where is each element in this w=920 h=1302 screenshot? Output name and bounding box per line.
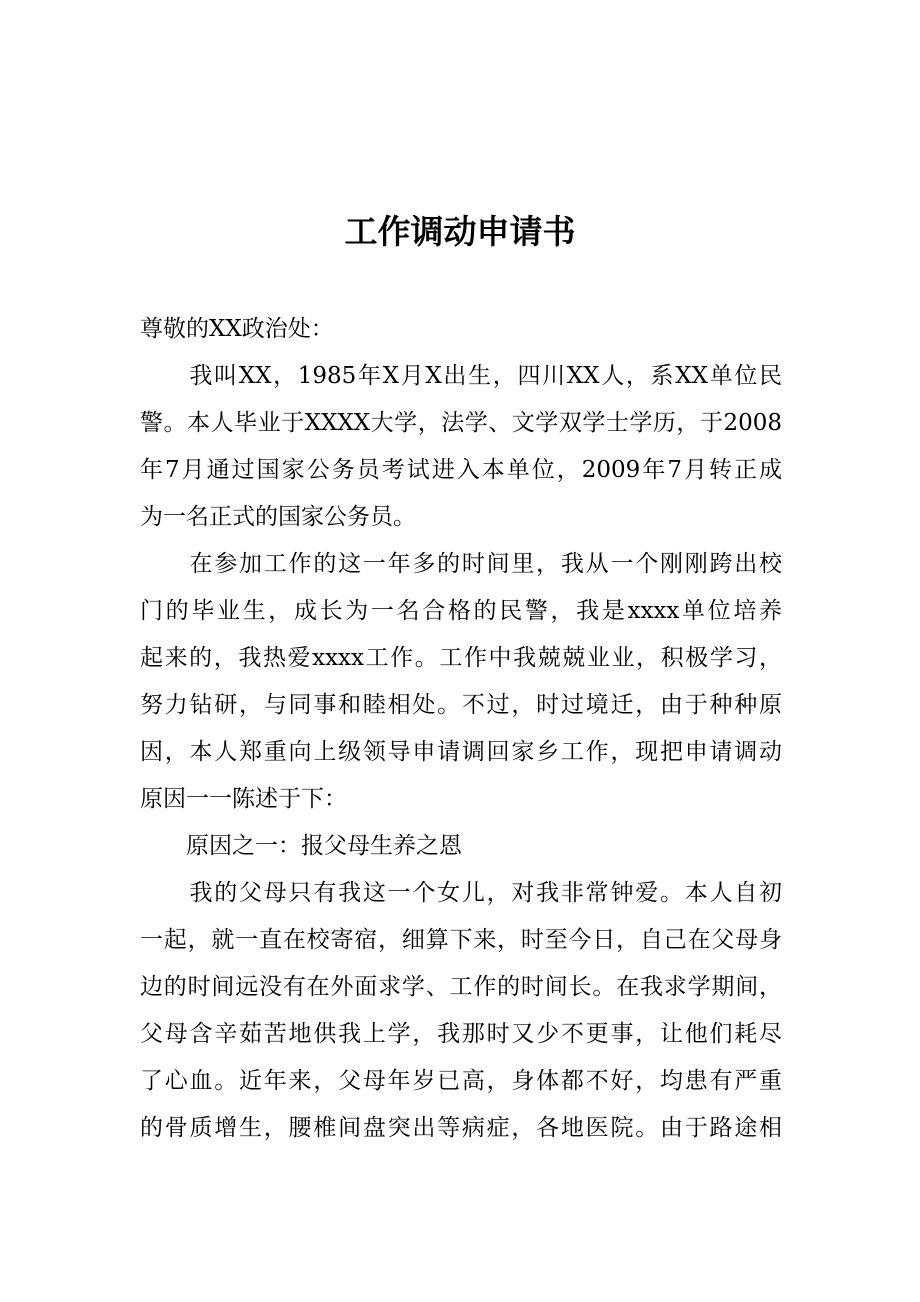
paragraph-line: 我的父母只有我这一个女儿，对我非常钟爱。本人自初 [140,880,782,906]
paragraph-line: 原因一一陈述于下： [140,786,347,812]
paragraph-line: 门的毕业生，成长为一名合格的民警，我是xxxx单位培养 [140,598,782,624]
paragraph-line: 一起，就一直在校寄宿，细算下来，时至今日，自己在父母身 [140,927,782,953]
paragraph-line: 的骨质增生，腰椎间盘突出等病症，各地医院。由于路途相 [140,1115,782,1141]
document-body [140,306,782,1152]
paragraph-line: 努力钻研，与同事和睦相处。不过，时过境迁，由于种种原 [140,692,782,718]
paragraph-line: 为一名正式的国家公务员。 [140,504,416,530]
paragraph-line: 起来的，我热爱xxxx工作。工作中我兢兢业业，积极学习， [140,645,782,671]
paragraph-line: 了心血。近年来，父母年岁已高，身体都不好，均患有严重 [140,1068,782,1094]
paragraph-line: 警。本人毕业于XXXX大学，法学、文学双学士学历，于2008 [140,410,782,436]
paragraph-line: 我叫XX，1985年X月X出生，四川XX人，系XX单位民 [140,363,782,389]
paragraph-line: 父母含辛茹苦地供我上学，我那时又少不更事，让他们耗尽 [140,1021,782,1047]
paragraph-line: 年7月通过国家公务员考试进入本单位，2009年7月转正成 [140,457,782,483]
paragraph-line: 在参加工作的这一年多的时间里，我从一个刚刚跨出校 [140,551,782,577]
paragraph-line: 边的时间远没有在外面求学、工作的时间长。在我求学期间， [140,974,782,1000]
salutation-line: 尊敬的XX政治处： [140,316,334,342]
paragraph-line: 因，本人郑重向上级领导申请调回家乡工作，现把申请调动 [140,739,782,765]
document-title: 工作调动申请书 [344,212,576,251]
section-heading-line: 原因之一：报父母生养之恩 [140,833,462,859]
